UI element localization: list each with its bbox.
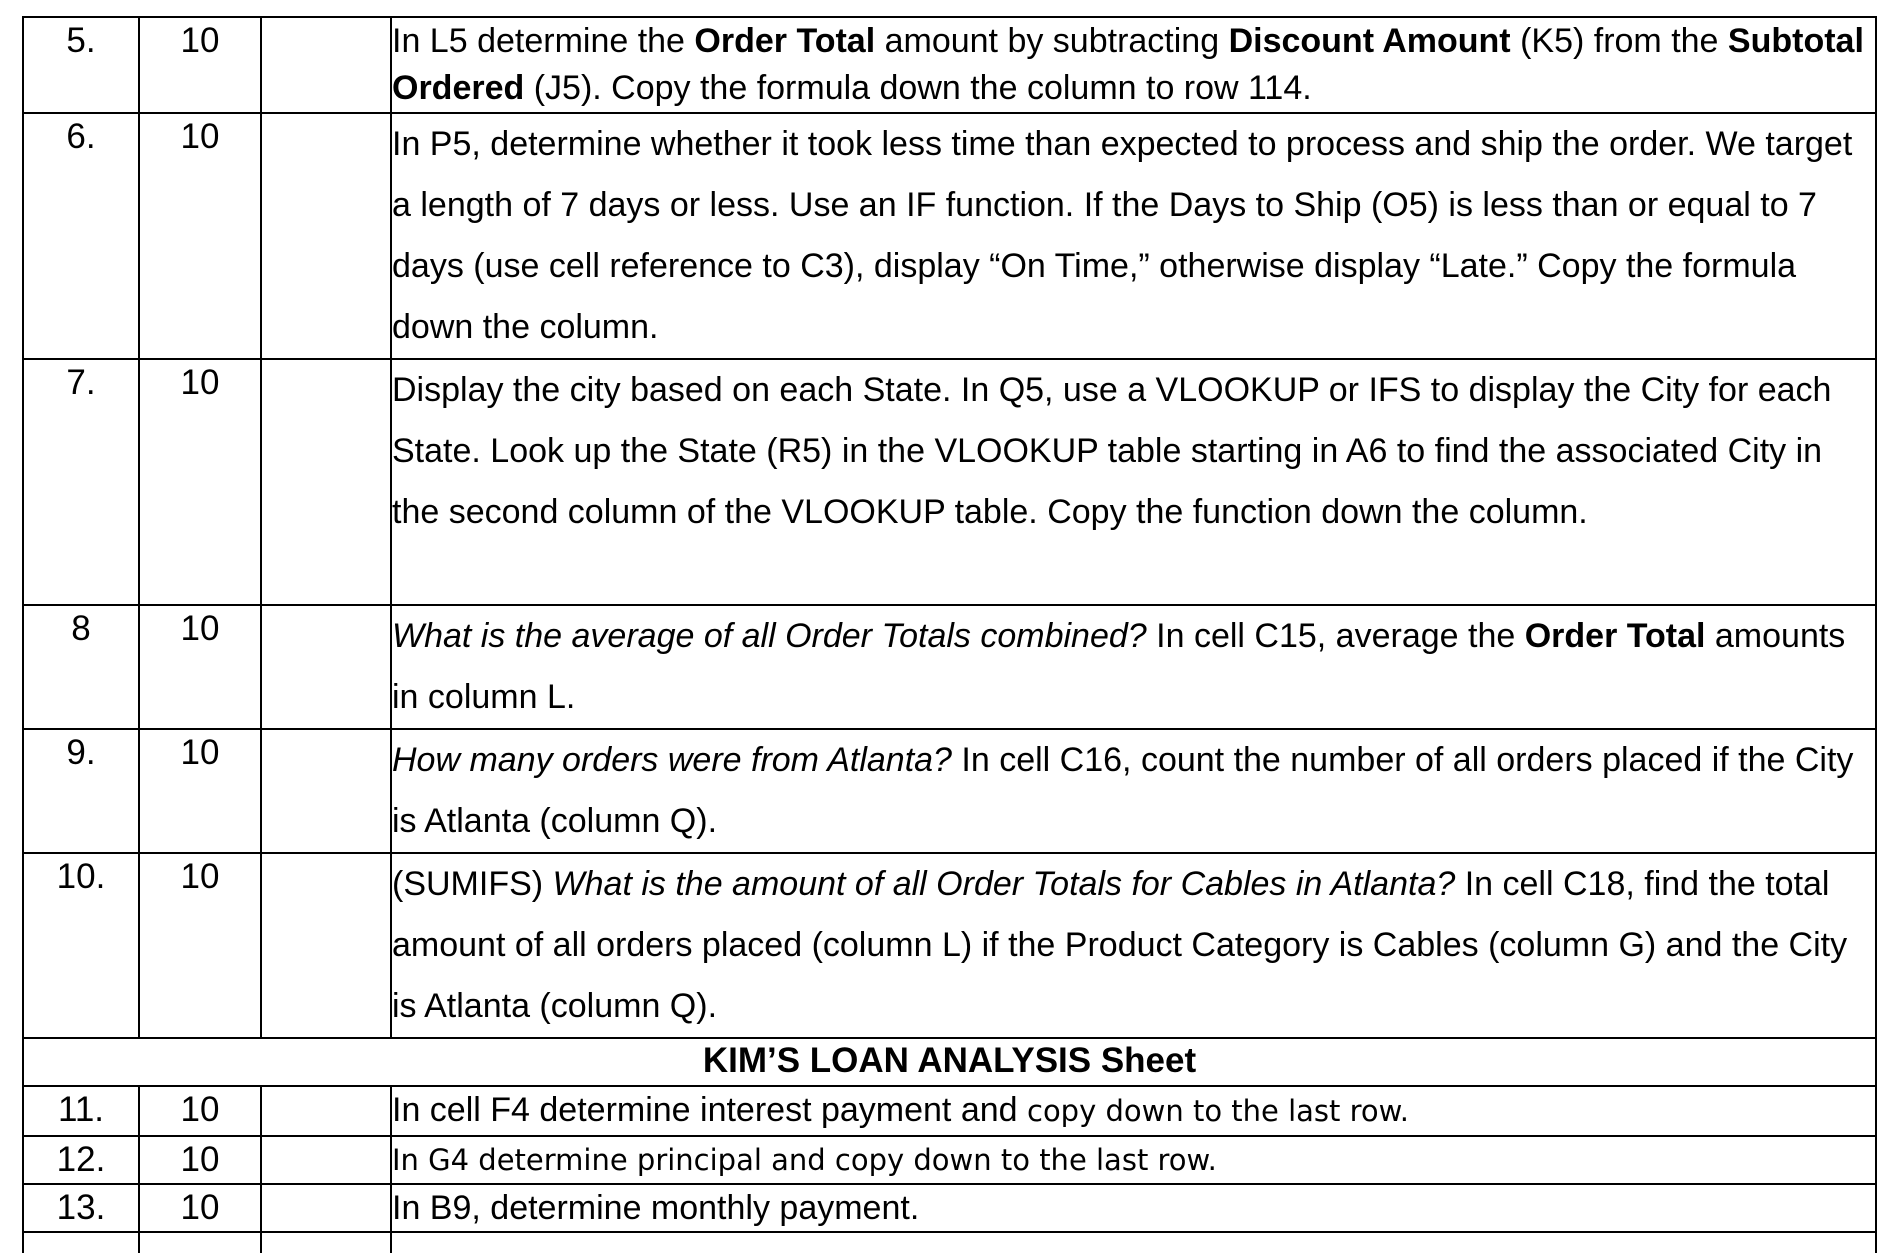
- points-value: 10: [139, 605, 261, 729]
- step-number: 7.: [23, 359, 139, 605]
- instruction-text: (SUMIFS): [392, 865, 553, 903]
- instruction-bold-text: Order Total: [694, 22, 876, 60]
- table-row: [23, 113, 1876, 359]
- score-cell: [261, 1184, 391, 1232]
- points-value: 10: [139, 853, 261, 1038]
- step-number: 11.: [23, 1086, 139, 1136]
- points-value: 10: [139, 1136, 261, 1184]
- table-row: [23, 1136, 1876, 1184]
- step-instructions: [391, 853, 1876, 1038]
- score-cell: [261, 605, 391, 729]
- step-number: 8: [23, 605, 139, 729]
- instruction-question: What is the average of all Order Totals combined?: [392, 617, 1147, 655]
- score-cell: [261, 853, 391, 1038]
- score-cell: [261, 359, 391, 605]
- score-cell: [261, 1086, 391, 1136]
- score-cell: [261, 1136, 391, 1184]
- score-cell: [261, 729, 391, 853]
- step-number: [23, 1232, 139, 1253]
- score-cell: [261, 1232, 391, 1253]
- section-header-row: [23, 1038, 1876, 1086]
- step-instructions: [391, 17, 1876, 113]
- step-instructions: [391, 605, 1876, 729]
- step-instructions: In G4 determine principal and copy down to the last row.: [391, 1136, 1876, 1184]
- table-row: [23, 17, 1876, 113]
- step-number: 12.: [23, 1136, 139, 1184]
- points-value: [139, 1232, 261, 1253]
- table-row: [23, 359, 1876, 605]
- instruction-text: In P5, determine whether it took less time than expected to process and ship the order. We target a length of 7 days or less. Use an IF function. If the Days to Ship (O5) is less than or equal to 7 days (use cell reference to C3), display “On Time,” otherwise display “Late.” Copy the formula down the column.: [392, 125, 1853, 346]
- table-row: [23, 1086, 1876, 1136]
- points-value: 10: [139, 729, 261, 853]
- instruction-text: In cell C15, average the: [1146, 617, 1525, 655]
- instruction-text: (J5). Copy the formula down the column to row 114.: [524, 69, 1312, 107]
- score-cell: [261, 17, 391, 113]
- step-number: 10.: [23, 853, 139, 1038]
- table-row: [23, 1232, 1876, 1253]
- instruction-bold-text: Subtotal Ordered: [392, 22, 1864, 107]
- instruction-question: What is the amount of all Order Totals for Cables in Atlanta?: [552, 865, 1456, 903]
- instruction-text: amount by subtracting: [875, 22, 1229, 60]
- points-value: 10: [139, 1184, 261, 1232]
- instruction-text: In cell C18, find the total amount of all orders placed (column L) if the Product Category is Cables (column G) and the City is Atlanta (column Q).: [392, 865, 1848, 1025]
- score-cell: [261, 113, 391, 359]
- instruction-text: In L5 determine the: [392, 22, 695, 60]
- table-row: [23, 853, 1876, 1038]
- step-number: 9.: [23, 729, 139, 853]
- step-instructions: [391, 1232, 1876, 1253]
- instruction-question: How many orders were from Atlanta?: [392, 741, 952, 779]
- step-instructions: [391, 1086, 1876, 1136]
- table-row: [23, 729, 1876, 853]
- instruction-text: Display the city based on each State. In Q5, use a VLOOKUP or IFS to display the City for each State. Look up the State (R5) in the VLOOKUP table starting in A6 to find the associated City in the second column of the VLOOKUP table. Copy the function down the column.: [392, 371, 1832, 531]
- section-header: KIM’S LOAN ANALYSIS Sheet: [23, 1038, 1876, 1086]
- step-number: 13.: [23, 1184, 139, 1232]
- instruction-text: In cell F4 determine interest payment and: [392, 1091, 1027, 1129]
- table-row: [23, 1184, 1876, 1232]
- instruction-text: amounts in column L.: [392, 617, 1846, 716]
- points-value: 10: [139, 1086, 261, 1136]
- instruction-text: (K5) from the: [1510, 22, 1728, 60]
- instruction-text: copy down to the last row.: [1027, 1094, 1409, 1128]
- instruction-text: In cell C16, count the number of all orders placed if the City is Atlanta (column Q).: [392, 741, 1854, 840]
- points-value: 10: [139, 359, 261, 605]
- step-instructions: [391, 359, 1876, 605]
- rubric-table: [22, 16, 1877, 1253]
- step-instructions: [391, 729, 1876, 853]
- instruction-bold-text: Discount Amount: [1228, 22, 1511, 60]
- table-row: [23, 605, 1876, 729]
- points-value: 10: [139, 113, 261, 359]
- points-value: 10: [139, 17, 261, 113]
- step-number: 5.: [23, 17, 139, 113]
- step-instructions: [391, 113, 1876, 359]
- step-number: 6.: [23, 113, 139, 359]
- instruction-bold-text: Order Total: [1524, 617, 1706, 655]
- step-instructions: In B9, determine monthly payment.: [391, 1184, 1876, 1232]
